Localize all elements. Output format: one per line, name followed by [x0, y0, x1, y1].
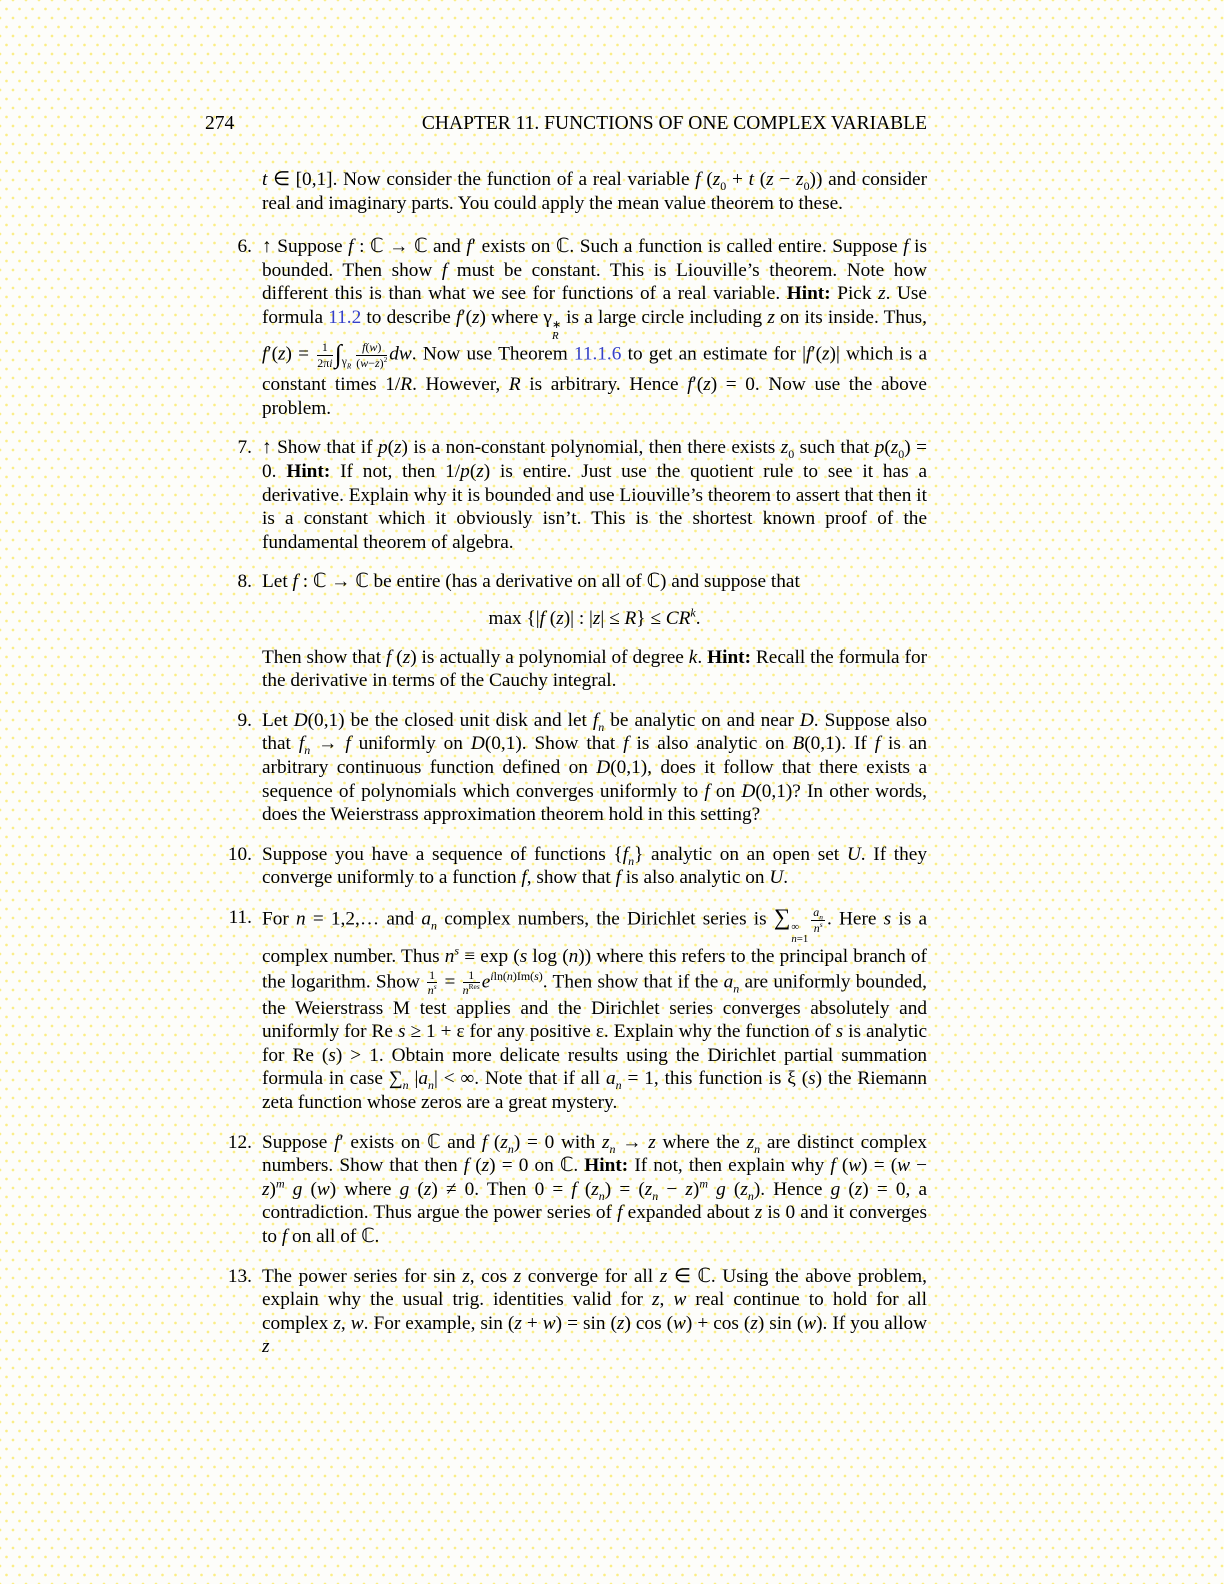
problem-item — [205, 709, 927, 827]
chapter-header: CHAPTER 11. FUNCTIONS OF ONE COMPLEX VARIABLE — [421, 113, 927, 134]
problem-number: 8. — [237, 571, 252, 593]
page-number: 274 — [205, 113, 235, 134]
problem-number: 11. — [228, 906, 252, 928]
problem-item — [205, 843, 927, 890]
problem-text: For n = 1,2,… and $a_n$ complex numbers, the Dirichlet series is ∑ ∞ n=1 $\frac{a_n}{n^s}$ . Here s is a complex number. Thus $n^s \equiv \exp (s$ log (n)) where this refers to the principal branch of the logarithm. Show $\frac{1}{n^s}$ = $\frac{1}{n^{Res}}$ $e^{iln(n)Im(s)}$. Then show that if the $a_n$ are uniformly bounded, the Weierstrass M test applies and the Dirichlet series converges absolutely and uniformly for Re s ≥ 1 + ε for any positive ε. Explain why the function of s is analytic for Re (s) > 1. Obtain more delicate results using the Dirichlet partial summation formula in case $\sum_n$ $|a_n|$ < ∞. Note that if all $a_n = 1$, this function is ξ (s) the Riemann zeta function whose zeros are a great mystery. — [262, 904, 928, 1114]
problem-text: Let D(0,1) be the closed unit disk and let $f_n$ be analytic on and near D. Suppose also that $f_n \to f$ uniformly on D(0,1). Show that f is also analytic on B(0,1). If f is an arbitrary continuous function defined on D(0,1), does it follow that there exists a sequence of polynomials which converges uniformly to f on D(0,1)? In other words, does the Weierstrass approximation theorem hold in this setting? — [262, 709, 928, 826]
problem-number: 10. — [227, 843, 252, 865]
theorem-link-11-1-6[interactable]: 11.1.6 — [573, 343, 622, 365]
problem-item — [205, 1131, 927, 1249]
problem-number: 7. — [237, 437, 252, 459]
running-header — [205, 112, 927, 136]
problem-item — [205, 906, 927, 1115]
problem-item — [205, 235, 927, 420]
problem-number: 13. — [227, 1265, 252, 1287]
problem-text: ↑ Suppose f : ℂ → ℂ and f′ exists on ℂ. Such a function is called entire. Suppose f is bounded. Then show f must be constant. This is Liouville’s theorem. Note how different this is than what we see for functions of a real variable. Hint: Pick z. Use formula 11.2 to describe f′(z) where γ ∗ R is a large circle including z on its inside. Thus, f′(z) = $\frac{1}{2\pi i}$ $\int_{\gamma_R}$ $\frac{f(w)}{(w-z)^2}$ dw. Now use Theorem 11.1.6 to get an estimate for |f′(z)| which is a constant times 1/R. However, R is arbitrary. Hence f′(z) = 0. Now use the above problem. — [262, 236, 928, 419]
text-block — [205, 112, 927, 1375]
formula-link-11-2[interactable]: 11.2 — [328, 306, 362, 328]
problem-list — [205, 235, 927, 1359]
problem-text: The power series for sin z, cos z converge for all z ∈ ℂ. Using the above problem, explain why the usual trig. identities valid for z, w real continue to hold for all complex z, w. For example, sin (z + w) = sin (z) cos (w) + cos (z) sin (w). If you allow z — [262, 1265, 928, 1358]
problem-number: 12. — [227, 1131, 252, 1153]
problem-number: 6. — [237, 236, 252, 258]
problem-text: ↑ Show that if p(z) is a non-constant polynomial, then there exists $z_0$ such that $p(z_0) = 0$. Hint: If not, then 1/p(z) is entire. Just use the quotient rule to see it has a derivative. Explain why it is bounded and use Liouville’s theorem to assert that then it is a constant which it obviously isn’t. This is the shortest known proof of the fundamental theorem of algebra. — [262, 437, 928, 553]
problem-text: Suppose you have a sequence of functions $\{f_n\}$ analytic on an open set U. If they converge uniformly to a function f, show that f is also analytic on U. — [262, 843, 927, 889]
problem-number: 9. — [237, 709, 252, 731]
problem-text: Let f : ℂ → ℂ be entire (has a derivative on all of ℂ) and suppose that max {|f (z)| : $|z| \le R\} \le CR^k$. Then show that f (z) is actually a polynomial of degree k. Hint: Recall the formula for the derivative in terms of the Cauchy integral. — [262, 571, 928, 692]
problem-item — [205, 1265, 927, 1359]
problem-item — [205, 436, 927, 554]
problem-item — [205, 570, 927, 692]
problem-text: Suppose f′ exists on ℂ and f $(z_n) = 0$ with $z_n \to z$ where the $z_n$ are distinct complex numbers. Show that then f (z) = 0 on ℂ. Hint: If not, then explain why f $(w) = (w - z)^m$ g (w) where g (z) ≠ 0. Then 0 = f $(z_n) = (z_n - z)^m$ g $(z_n)$. Hence g (z) = 0, a contradiction. Thus argue the power series of f expanded about z is 0 and it converges to f on all of ℂ. — [262, 1131, 928, 1248]
intro-paragraph: t ∈ [0,1]. Now consider the function of a real variable f ($z_0 + t$ $(z - z_0)$) and consider real and imaginary parts. You could apply the mean value theorem to these. — [262, 169, 928, 214]
